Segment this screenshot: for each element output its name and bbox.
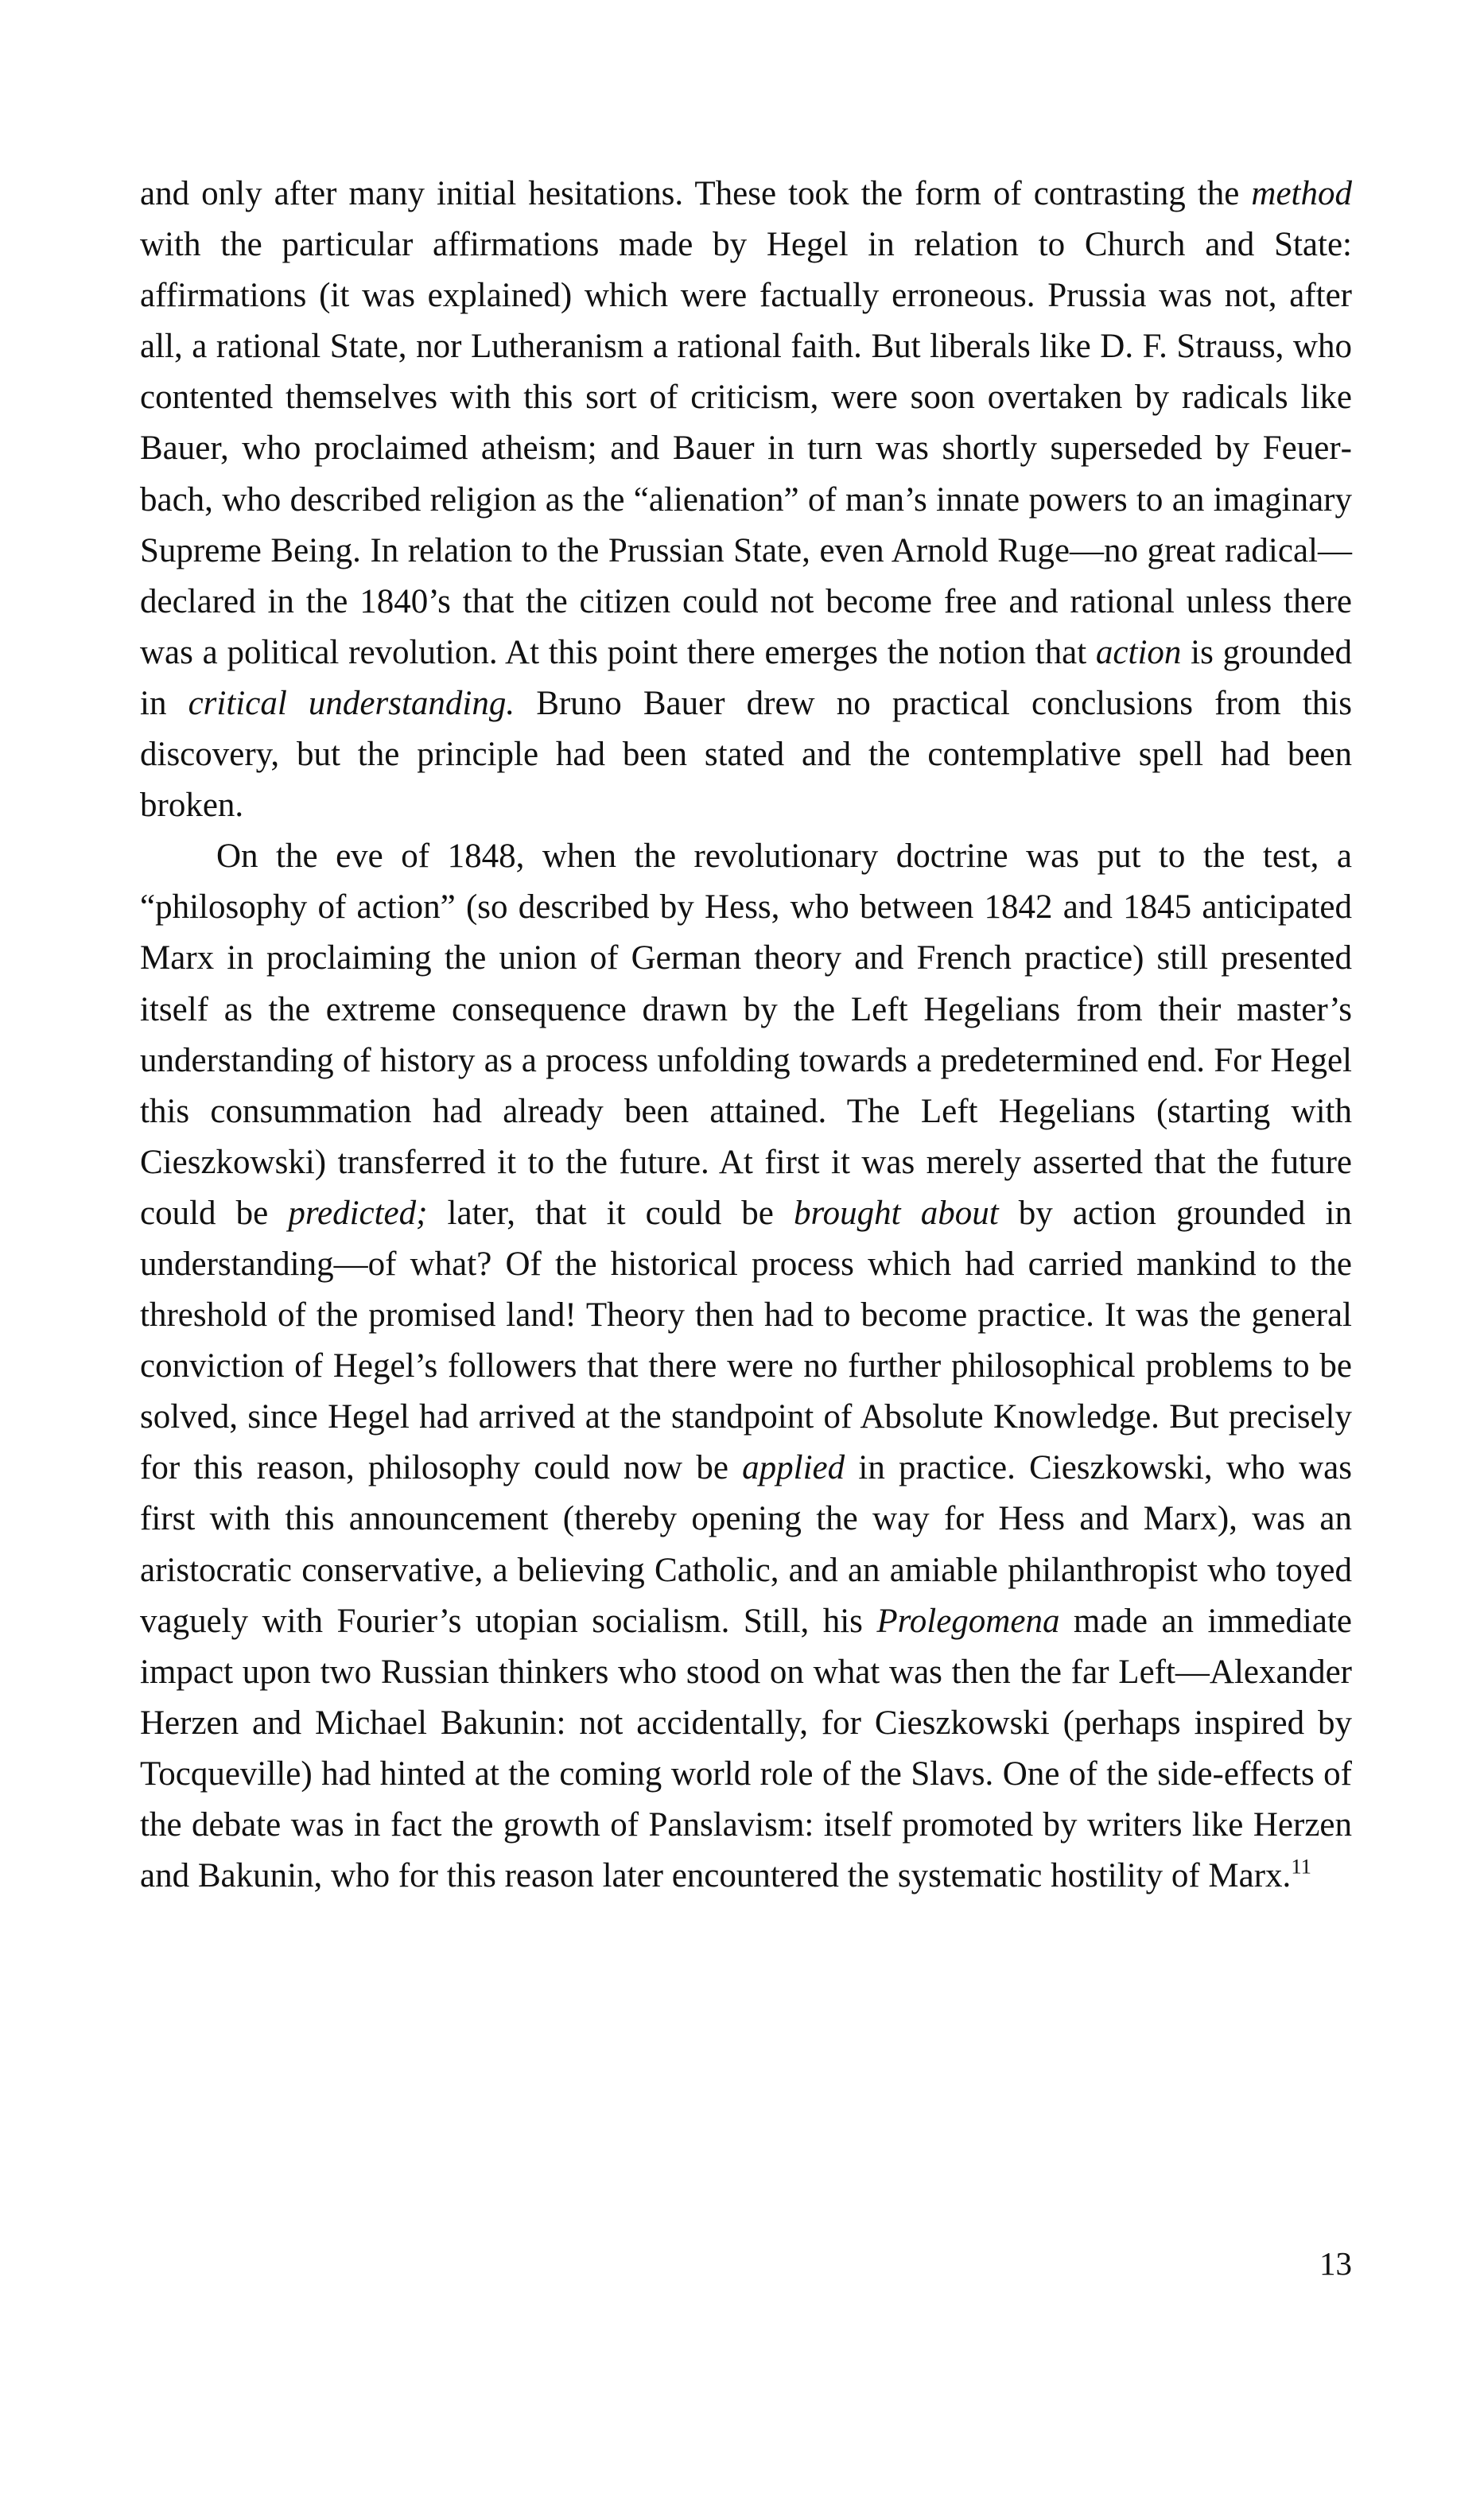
text-span: is grounded in bbox=[140, 633, 1353, 722]
text-span: and only after many initial hesitations. These took the form of contrasting the bbox=[140, 175, 1252, 212]
text-span: by action grounded in understanding—of what? Of the historical process which had carried mankind to the threshold of the promised land! Theory then had to become practice. It was the general conviction of Hegel’s followers that there were no further philosophical problems to be solved, since Hegel had arrived at the standpoint of Absolute Knowledge. But precisely for this reason, philosophy could now be bbox=[140, 1194, 1352, 1487]
text-span: in practice. Cieszkowski, who was first with this announcement (thereby opening the way for Hess and Marx), was an aristocratic conservative, a believing Catholic, and an amiable philanthropist who toyed vaguely with Fourier’s utopian socialism. Still, his bbox=[140, 1449, 1352, 1640]
text-span: made an immediate impact upon two Russian thinkers who stood on what was then the far Left—Alexander Herzen and Michael Bakunin: not accidentally, for Cieszkowski (perhaps inspired by Tocqueville) had hinted at the coming world role of the Slavs. One of the side-effects of the debate was in fact the growth of Panslavism: itself promoted by writers like Herzen and Bakunin, who for this reason later encountered the systematic hostility of Marx. bbox=[140, 1602, 1352, 1895]
paragraph-2 bbox=[140, 831, 1352, 1902]
page-number: 13 bbox=[1319, 2245, 1352, 2282]
text-span: with the particular affirmations made by Hegel in relation to Church and State: affirmations (it was explained) which were factually erroneous. Prussia was not, after all, a rational State, nor Lutheranism a rational faith. But liberals like D. F. Strauss, who contented themselves with this sort of criticism, were soon overtaken by radicals like Bauer, who proclaimed atheism; and Bauer in turn was shortly superseded by Feuerbach, who described religion as the “alienation” of man’s innate powers to an imaginary Supreme Being. In relation to the Prussian State, even Arnold Ruge—no great radical—declared in the 1840’s that the citizen could not become free and rational unless there was a political revolution. At this point there emerges the notion that bbox=[140, 226, 1352, 671]
footnote-marker: 11 bbox=[1291, 1854, 1311, 1879]
italic-span: applied bbox=[742, 1449, 845, 1487]
italic-span: critical understanding. bbox=[188, 684, 515, 722]
text-span: On the eve of 1848, when the revolutionary doctrine was put to the test, a “philosophy of action” (so described by Hess, who between 1842 and 1845 anticipated Marx in proclaiming the union of German theory and French practice) still presented itself as the extreme consequence drawn by the Left Hegelians from their master’s understanding of history as a process unfolding towards a predetermined end. For Hegel this consummation had already been attained. The Left Hegelians (starting with Cieszkowski) transferred it to the future. At first it was merely asserted that the future could be bbox=[140, 837, 1352, 1232]
italic-span: action bbox=[1095, 633, 1182, 671]
italic-span: method bbox=[1251, 175, 1352, 212]
italic-span: brought about bbox=[794, 1194, 999, 1232]
italic-span: Prolegomena bbox=[876, 1602, 1060, 1640]
paragraph-1 bbox=[140, 169, 1352, 831]
text-span: Bruno Bauer drew no practical conclusions from this discovery, but the principle had been stated and the contemplative spell had been broken. bbox=[140, 684, 1352, 825]
body-text bbox=[140, 169, 1352, 1902]
italic-span: predicted; bbox=[288, 1194, 428, 1232]
text-span: later, that it could be bbox=[427, 1194, 794, 1232]
